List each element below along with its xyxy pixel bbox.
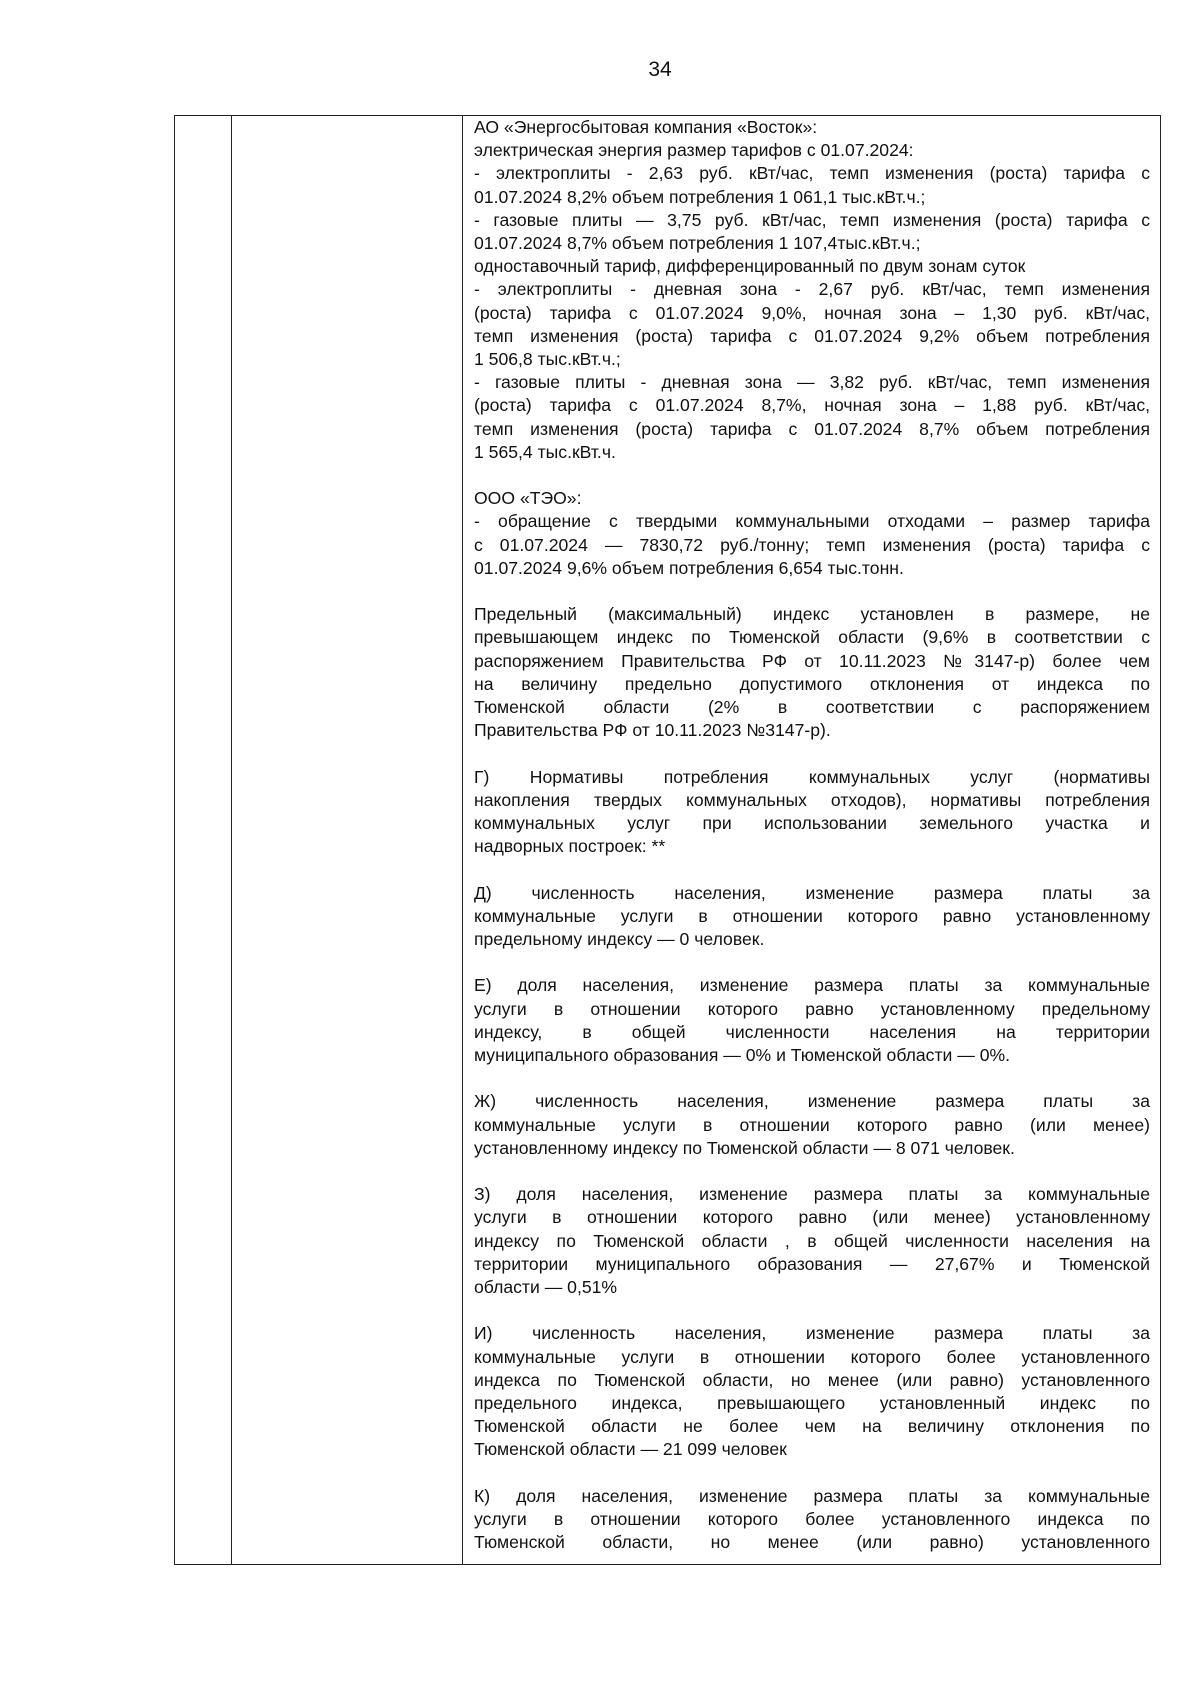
- text-line: муниципального образования — 0% и Тюменской области — 0%.: [474, 1045, 1011, 1066]
- text-line: - электроплиты - 2,63 руб. кВт/час, темп изменения (роста) тарифа с: [474, 163, 1150, 184]
- text-line: 01.07.2024 8,7% объем потребления 1 107,4тыс.кВт.ч.;: [474, 233, 921, 254]
- text-line: на величину предельно допустимого отклонения от индекса по: [474, 673, 1150, 694]
- paragraph-d: [474, 882, 1150, 952]
- text-line: И) численность населения, изменение размера платы за: [474, 1323, 1150, 1344]
- text-line: индексу по Тюменской области , в общей численности населения на: [474, 1230, 1150, 1251]
- text-line: Тюменской области (2% в соответствии с распоряжением: [474, 697, 1150, 718]
- text-line: одноставочный тариф, дифференцированный по двум зонам суток: [474, 256, 1026, 277]
- text-line: распоряжением Правительства РФ от 10.11.2023 №3147-р) более чем: [474, 650, 1150, 671]
- text-line: темп изменения (роста) тарифа с 01.07.2024 8,7% объем потребления: [474, 418, 1150, 439]
- text-line: К) доля населения, изменение размера платы за коммунальные: [474, 1485, 1150, 1506]
- text-line: Тюменской области — 21 099 человек: [474, 1439, 787, 1460]
- text-line: коммунальные услуги в отношении которого равно установленному: [474, 905, 1150, 926]
- text-line: 01.07.2024 9,6% объем потребления 6,654 тыс.тонн.: [474, 557, 904, 578]
- text-line: 1 506,8 тыс.кВт.ч.;: [474, 349, 621, 370]
- text-line: коммунальных услуг при использовании земельного участка и: [474, 813, 1150, 834]
- text-line: Тюменской области, но менее (или равно) установленного: [474, 1532, 1150, 1553]
- text-line: 1 565,4 тыс.кВт.ч.: [474, 441, 616, 462]
- text-line: Ж) численность населения, изменение размера платы за: [474, 1091, 1150, 1112]
- text-line: области — 0,51%: [474, 1277, 618, 1298]
- paragraph-z: [474, 1183, 1150, 1299]
- table-row: [175, 116, 1161, 1565]
- text-line: превышающем индекс по Тюменской области (9,6% в соответствии с: [474, 627, 1150, 648]
- text-line: с 01.07.2024 — 7830,72 руб./тонну; темп изменения (роста) тарифа с: [474, 534, 1150, 555]
- description-text: [463, 116, 1160, 1564]
- description-cell: [463, 116, 1161, 1565]
- text-line: Е) доля населения, изменение размера платы за коммунальные: [474, 975, 1150, 996]
- text-line: установленному индексу по Тюменской области — 8 071 человек.: [474, 1137, 1015, 1158]
- paragraph-e: [474, 974, 1150, 1067]
- text-line: темп изменения (роста) тарифа с 01.07.2024 9,2% объем потребления: [474, 325, 1150, 346]
- text-line: индекса по Тюменской области, но менее (или равно) установленного: [474, 1369, 1150, 1390]
- text-line: АО «Энергосбытовая компания «Восток»:: [474, 117, 818, 137]
- text-line: коммунальные услуги в отношении которого равно (или менее): [474, 1114, 1150, 1135]
- text-line: - электроплиты - дневная зона - 2,67 руб. кВт/час, темп изменения: [474, 279, 1150, 300]
- text-line: - обращение с твердыми коммунальными отходами – размер тарифа: [474, 511, 1150, 532]
- text-line: территории муниципального образования — 27,67% и Тюменской: [474, 1253, 1150, 1274]
- paragraph-index: [474, 603, 1150, 742]
- text-line: услуги в отношении которого равно (или менее) установленному: [474, 1207, 1150, 1228]
- text-line: ООО «ТЭО»:: [474, 488, 582, 509]
- text-line: - газовые плиты — 3,75 руб. кВт/час, темп изменения (роста) тарифа с: [474, 209, 1150, 230]
- text-line: индексу, в общей численности населения на территории: [474, 1021, 1150, 1042]
- text-line: (роста) тарифа с 01.07.2024 8,7%, ночная зона – 1,88 руб. кВт/час,: [474, 395, 1150, 416]
- text-line: надворных построек: **: [474, 836, 666, 857]
- paragraph-g: [474, 766, 1150, 859]
- text-line: услуги в отношении которого более установленного индекса по: [474, 1509, 1150, 1530]
- text-line: Д) численность населения, изменение размера платы за: [474, 882, 1150, 903]
- text-line: предельного индекса, превышающего установленный индекс по: [474, 1393, 1150, 1414]
- text-line: Тюменской области не более чем на величину отклонения по: [474, 1416, 1150, 1437]
- document-table: [174, 115, 1161, 1565]
- text-line: - газовые плиты - дневная зона — 3,82 руб. кВт/час, темп изменения: [474, 372, 1150, 393]
- paragraph-i: [474, 1322, 1150, 1461]
- paragraph-zh: [474, 1090, 1150, 1160]
- paragraph-vostok: [474, 116, 1150, 464]
- text-line: 01.07.2024 8,2% объем потребления 1 061,1 тыс.кВт.ч.;: [474, 186, 926, 207]
- paragraph-k: [474, 1485, 1150, 1555]
- text-line: Г) Нормативы потребления коммунальных услуг (нормативы: [474, 766, 1150, 787]
- text-line: Правительства РФ от 10.11.2023 №3147-р).: [474, 720, 831, 741]
- text-line: З) доля населения, изменение размера платы за коммунальные: [474, 1184, 1150, 1205]
- text-line: услуги в отношении которого равно установленному предельному: [474, 998, 1150, 1019]
- text-line: предельному индексу — 0 человек.: [474, 929, 765, 950]
- number-cell: [175, 116, 232, 1565]
- page-number: 34: [648, 58, 672, 81]
- text-line: Предельный (максимальный) индекс установлен в размере, не: [474, 604, 1150, 625]
- text-line: коммунальные услуги в отношении которого более установленного: [474, 1346, 1150, 1367]
- paragraph-teo: [474, 487, 1150, 580]
- text-line: (роста) тарифа с 01.07.2024 9,0%, ночная зона – 1,30 руб. кВт/час,: [474, 302, 1150, 323]
- name-cell: [232, 116, 463, 1565]
- text-line: электрическая энергия размер тарифов с 01.07.2024:: [474, 140, 914, 161]
- text-line: накопления твердых коммунальных отходов), нормативы потребления: [474, 789, 1150, 810]
